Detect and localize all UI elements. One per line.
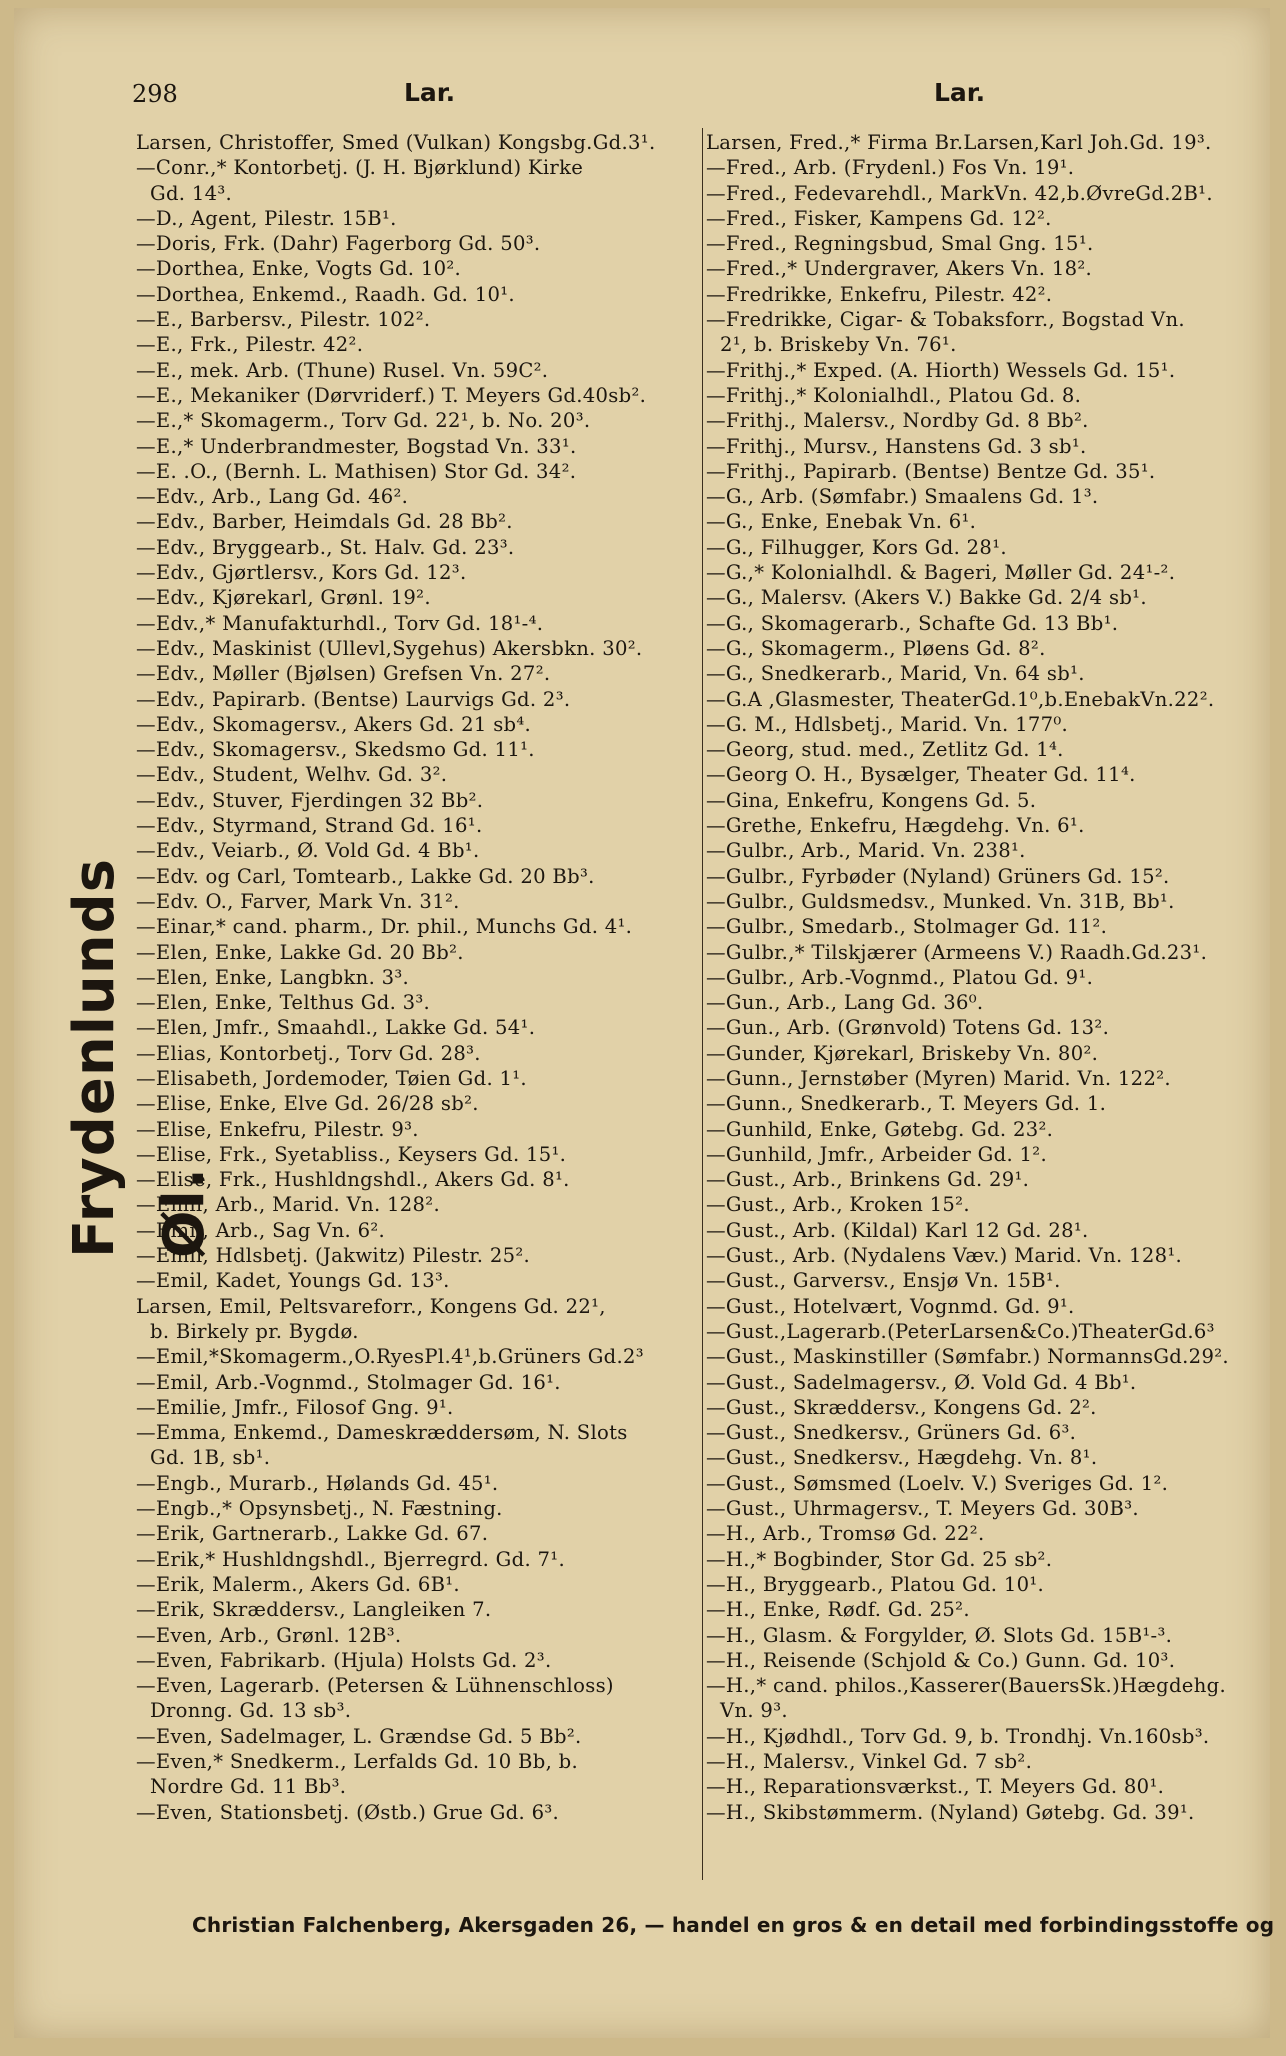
directory-entry: —Einar,* cand. pharm., Dr. phil., Munchs Gd. 4¹. — [136, 915, 633, 939]
directory-entry: —Georg, stud. med., Zetlitz Gd. 1⁴. — [706, 738, 1064, 762]
directory-entry: —Even, Lagerarb. (Petersen & Lühnenschloss) — [136, 1674, 614, 1698]
directory-entry: —Gust., Arb., Brinkens Gd. 29¹. — [706, 1168, 1030, 1192]
directory-entry: —Erik,* Hushldngshdl., Bjerregrd. Gd. 7¹. — [136, 1547, 565, 1571]
directory-entry: —G., Enke, Enebak Vn. 6¹. — [706, 510, 977, 534]
directory-entry: —Emilie, Jmfr., Filosof Gng. 9¹. — [136, 1395, 454, 1419]
directory-entry: —Emil, Arb., Marid. Vn. 128². — [136, 1193, 440, 1217]
directory-entry: —Elisabeth, Jordemoder, Tøien Gd. 1¹. — [136, 1066, 527, 1090]
directory-entry: —Grethe, Enkefru, Hægdehg. Vn. 6¹. — [706, 814, 1085, 838]
column-divider — [702, 128, 703, 1880]
directory-entry: —Gust., Uhrmagersv., T. Meyers Gd. 30B³. — [706, 1497, 1139, 1521]
directory-entry: —Gulbr., Arb.-Vognmd., Platou Gd. 9¹. — [706, 965, 1094, 989]
directory-entry: —Edv., Maskinist (Ullevl,Sygehus) Akersbkn. 30². — [136, 636, 643, 660]
directory-entry: —G. M., Hdlsbetj., Marid. Vn. 177⁰. — [706, 712, 1069, 736]
directory-entry: Gd. 1B, sb¹. — [150, 1446, 271, 1470]
directory-entry: —Gust., Garversv., Ensjø Vn. 15B¹. — [706, 1269, 1061, 1293]
directory-entry: —Emil, Arb.-Vognmd., Stolmager Gd. 16¹. — [136, 1370, 561, 1394]
directory-entry: —Elen, Jmfr., Smaahdl., Lakke Gd. 54¹. — [136, 1016, 536, 1040]
left-column — [136, 130, 702, 1825]
left-running-head: Lar. — [404, 78, 456, 107]
directory-entry: —Edv., Bryggearb., St. Halv. Gd. 23³. — [136, 535, 515, 559]
directory-entry: —Gulbr.,* Tilskjærer (Armeens V.) Raadh.Gd.23¹. — [706, 940, 1208, 964]
directory-entry: —Emil,*Skomagerm.,O.RyesPl.4¹,b.Grüners Gd.2³ — [136, 1345, 644, 1369]
page-header — [14, 76, 1270, 116]
directory-entry: —H.,* Bogbinder, Stor Gd. 25 sb². — [706, 1547, 1053, 1571]
directory-entry: —Elise, Enke, Elve Gd. 26/28 sb². — [136, 1092, 479, 1116]
directory-entry: —Gust., Sadelmagersv., Ø. Vold Gd. 4 Bb¹. — [706, 1370, 1137, 1394]
directory-entry: —G., Skomagerm., Pløens Gd. 8². — [706, 636, 1046, 660]
directory-entry: —Frithj.,* Exped. (A. Hiorth) Wessels Gd. 15¹. — [706, 358, 1176, 382]
directory-entry: —H., Reisende (Schjold & Co.) Gunn. Gd. 10³. — [706, 1648, 1176, 1672]
directory-entry: —Gunhild, Jmfr., Arbeider Gd. 1². — [706, 1142, 1047, 1166]
directory-entry: Larsen, Emil, Peltsvareforr., Kongens Gd. 22¹, — [136, 1294, 606, 1318]
right-column — [706, 130, 1266, 1825]
directory-entry: —Edv. O., Farver, Mark Vn. 31². — [136, 889, 460, 913]
directory-entry: —Fred., Fisker, Kampens Gd. 12². — [706, 206, 1052, 230]
directory-entry: —Dorthea, Enke, Vogts Gd. 10². — [136, 257, 462, 281]
directory-entry: —Edv., Styrmand, Strand Gd. 16¹. — [136, 814, 483, 838]
directory-entry: —Edv., Skomagersv., Akers Gd. 21 sb⁴. — [136, 712, 532, 736]
directory-entry: —E.,* Skomagerm., Torv Gd. 22¹, b. No. 20³. — [136, 409, 591, 433]
directory-entry: Gd. 14³. — [150, 181, 233, 205]
directory-entry: —H., Arb., Tromsø Gd. 22². — [706, 1522, 985, 1546]
directory-entry: —Gulbr., Smedarb., Stolmager Gd. 11². — [706, 915, 1108, 939]
directory-entry: —Emil, Arb., Sag Vn. 6². — [136, 1218, 386, 1242]
directory-entry: —E., Mekaniker (Dørvriderf.) T. Meyers Gd.40sb². — [136, 383, 647, 407]
directory-entry: —Gust., Hotelvært, Vognmd. Gd. 9¹. — [706, 1294, 1075, 1318]
directory-entry: —Doris, Frk. (Dahr) Fagerborg Gd. 50³. — [136, 232, 541, 256]
directory-entry: —Gust., Snedkersv., Hægdehg. Vn. 8¹. — [706, 1446, 1098, 1470]
directory-entry: —E., Barbersv., Pilestr. 102². — [136, 308, 431, 332]
directory-entry: —Fred.,* Undergraver, Akers Vn. 18². — [706, 257, 1093, 281]
directory-entry: —Gust., Maskinstiller (Sømfabr.) NormannsGd.29². — [706, 1345, 1229, 1369]
directory-page — [14, 8, 1275, 2038]
directory-entry: —Gina, Enkefru, Kongens Gd. 5. — [706, 788, 1037, 812]
directory-entry: —Frithj., Papirarb. (Bentse) Bentze Gd. 35¹. — [706, 459, 1156, 483]
directory-entry: —Edv., Skomagersv., Skedsmo Gd. 11¹. — [136, 738, 535, 762]
directory-entry: —E., mek. Arb. (Thune) Rusel. Vn. 59C². — [136, 358, 549, 382]
directory-entry: —Gust., Arb. (Nydalens Væv.) Marid. Vn. 128¹. — [706, 1244, 1183, 1268]
directory-entry: —Georg O. H., Bysælger, Theater Gd. 11⁴. — [706, 763, 1136, 787]
directory-entry: —Engb., Murarb., Hølands Gd. 45¹. — [136, 1471, 499, 1495]
directory-entry: 2¹, b. Briskeby Vn. 76¹. — [720, 333, 957, 357]
directory-entry: —G., Arb. (Sømfabr.) Smaalens Gd. 1³. — [706, 485, 1099, 509]
directory-entry: —Gust., Arb. (Kildal) Karl 12 Gd. 28¹. — [706, 1218, 1089, 1242]
directory-entry: Larsen, Christoffer, Smed (Vulkan) Kongsbg.Gd.3¹. — [136, 131, 656, 154]
directory-entry: —Fred., Arb. (Frydenl.) Fos Vn. 19¹. — [706, 156, 1075, 180]
side-advertisement: Frydenlunds Øl. — [62, 857, 217, 1258]
directory-entry: —Gunder, Kjørekarl, Briskeby Vn. 80². — [706, 1041, 1099, 1065]
directory-entry: —Gulbr., Guldsmedsv., Munked. Vn. 31B, Bb¹. — [706, 889, 1175, 913]
directory-entry: —H., Kjødhdl., Torv Gd. 9, b. Trondhj. Vn.160sb³. — [706, 1724, 1210, 1748]
directory-entry: —H., Skibstømmerm. (Nyland) Gøtebg. Gd. 39¹. — [706, 1800, 1195, 1824]
directory-entry: —E. .O., (Bernh. L. Mathisen) Stor Gd. 34². — [136, 459, 577, 483]
directory-entry: —Edv., Kjørekarl, Grønl. 19². — [136, 586, 431, 610]
directory-entry: —G., Snedkerarb., Marid, Vn. 64 sb¹. — [706, 662, 1085, 686]
directory-entry: —E., Frk., Pilestr. 42². — [136, 333, 364, 357]
directory-entry: Vn. 9³. — [720, 1699, 788, 1723]
directory-entry: Dronng. Gd. 13 sb³. — [150, 1699, 352, 1723]
directory-entry: —Edv., Papirarb. (Bentse) Laurvigs Gd. 2³. — [136, 687, 571, 711]
directory-entry: —Frithj.,* Kolonialhdl., Platou Gd. 8. — [706, 383, 1082, 407]
directory-entry: —Fred., Regningsbud, Smal Gng. 15¹. — [706, 232, 1094, 256]
directory-entry: —Edv., Arb., Lang Gd. 46². — [136, 485, 409, 509]
directory-entry: —Erik, Skræddersv., Langleiken 7. — [136, 1598, 492, 1622]
directory-entry: —Even, Arb., Grønl. 12B³. — [136, 1623, 402, 1647]
directory-entry: —Edv., Møller (Bjølsen) Grefsen Vn. 27². — [136, 662, 551, 686]
directory-entry: —Elias, Kontorbetj., Torv Gd. 28³. — [136, 1041, 481, 1065]
directory-entry: —Gun., Arb., Lang Gd. 36⁰. — [706, 991, 984, 1015]
directory-entry: b. Birkely pr. Bygdø. — [150, 1319, 359, 1343]
directory-entry: —Elen, Enke, Langbkn. 3³. — [136, 965, 410, 989]
directory-entry: —Erik, Gartnerarb., Lakke Gd. 67. — [136, 1522, 489, 1546]
directory-entry: —H., Enke, Rødf. Gd. 25². — [706, 1598, 970, 1622]
directory-entry: —Elise, Enkefru, Pilestr. 9³. — [136, 1117, 419, 1141]
directory-entry: —G.,* Kolonialhdl. & Bageri, Møller Gd. 24¹-². — [706, 561, 1176, 585]
directory-entry: —Edv., Gjørtlersv., Kors Gd. 12³. — [136, 561, 467, 585]
directory-entry: —Even, Fabrikarb. (Hjula) Holsts Gd. 2³. — [136, 1648, 552, 1672]
directory-entry: —Elise, Frk., Syetabliss., Keysers Gd. 15¹. — [136, 1142, 567, 1166]
directory-entry: —Gulbr., Arb., Marid. Vn. 238¹. — [706, 839, 1026, 863]
directory-entry: —Even, Stationsbetj. (Østb.) Grue Gd. 6³. — [136, 1800, 560, 1824]
footer-advertisement: Christian Falchenberg, Akersgaden 26, — handel en gros & en detail med forbindingsstoffe og — [192, 1913, 1275, 1937]
directory-entry: —Frithj., Malersv., Nordby Gd. 8 Bb². — [706, 409, 1089, 433]
page-number: 298 — [132, 80, 178, 108]
directory-entry: Larsen, Fred.,* Firma Br.Larsen,Karl Joh.Gd. 19³. — [706, 131, 1212, 154]
directory-entry: —Fredrikke, Enkefru, Pilestr. 42². — [706, 282, 1053, 306]
directory-entry: —Gunhild, Enke, Gøtebg. Gd. 23². — [706, 1117, 1054, 1141]
directory-entry: —Even, Sadelmager, L. Grændse Gd. 5 Bb². — [136, 1724, 582, 1748]
directory-entry: —G., Filhugger, Kors Gd. 28¹. — [706, 535, 1007, 559]
directory-entry: —Gunn., Jernstøber (Myren) Marid. Vn. 122². — [706, 1066, 1171, 1090]
directory-entry: —G.A ,Glasmester, TheaterGd.1⁰,b.EnebakVn.22². — [706, 687, 1215, 711]
directory-entry: Nordre Gd. 11 Bb³. — [150, 1775, 347, 1799]
directory-entry: —Edv., Veiarb., Ø. Vold Gd. 4 Bb¹. — [136, 839, 480, 863]
directory-entry: —G., Malersv. (Akers V.) Bakke Gd. 2/4 sb¹. — [706, 586, 1147, 610]
directory-entry: —Gun., Arb. (Grønvold) Totens Gd. 13². — [706, 1016, 1110, 1040]
directory-entry: —Elise, Frk., Hushldngshdl., Akers Gd. 8¹. — [136, 1168, 570, 1192]
directory-entry: —Gust., Snedkersv., Grüners Gd. 6³. — [706, 1421, 1077, 1445]
directory-entry: —Frithj., Mursv., Hanstens Gd. 3 sb¹. — [706, 434, 1087, 458]
directory-entry: —Gust.,Lagerarb.(PeterLarsen&Co.)TheaterGd.6³ — [706, 1319, 1215, 1343]
directory-entry: —Even,* Snedkerm., Lerfalds Gd. 10 Bb, b. — [136, 1750, 578, 1773]
directory-entry: —Fredrikke, Cigar- & Tobaksforr., Bogstad Vn. — [706, 308, 1185, 332]
directory-entry: —Edv.,* Manufakturhdl., Torv Gd. 18¹-⁴. — [136, 611, 544, 635]
directory-entry: —H., Reparationsværkst., T. Meyers Gd. 80¹. — [706, 1775, 1165, 1799]
directory-entry: —D., Agent, Pilestr. 15B¹. — [136, 206, 397, 230]
directory-entry: —Gust., Sømsmed (Loelv. V.) Sveriges Gd. 1². — [706, 1471, 1169, 1495]
directory-entry: —Gunn., Snedkerarb., T. Meyers Gd. 1. — [706, 1092, 1107, 1116]
directory-entry: —G., Skomagerarb., Schafte Gd. 13 Bb¹. — [706, 611, 1119, 635]
directory-entry: —Dorthea, Enkemd., Raadh. Gd. 10¹. — [136, 282, 515, 306]
directory-entry: —Emma, Enkemd., Dameskræddersøm, N. Slots — [136, 1421, 628, 1445]
directory-entry: —Emil, Kadet, Youngs Gd. 13³. — [136, 1269, 450, 1293]
directory-entry: —Edv. og Carl, Tomtearb., Lakke Gd. 20 Bb³. — [136, 864, 595, 888]
directory-entry: —Elen, Enke, Lakke Gd. 20 Bb². — [136, 940, 464, 964]
directory-entry: —E.,* Underbrandmester, Bogstad Vn. 33¹. — [136, 434, 577, 458]
directory-entry: —H., Glasm. & Forgylder, Ø. Slots Gd. 15B¹-³. — [706, 1623, 1173, 1647]
directory-entry: —Edv., Barber, Heimdals Gd. 28 Bb². — [136, 510, 513, 534]
directory-entry: —Conr.,* Kontorbetj. (J. H. Bjørklund) Kirke — [136, 156, 584, 180]
right-running-head: Lar. — [934, 78, 986, 107]
directory-entry: —Fred., Fedevarehdl., MarkVn. 42,b.ØvreGd.2B¹. — [706, 181, 1213, 205]
directory-entry: —H., Malersv., Vinkel Gd. 7 sb². — [706, 1750, 1033, 1773]
directory-entry: —Edv., Stuver, Fjerdingen 32 Bb². — [136, 788, 484, 812]
directory-entry: —Elen, Enke, Telthus Gd. 3³. — [136, 991, 431, 1015]
directory-entry: —Edv., Student, Welhv. Gd. 3². — [136, 763, 448, 787]
directory-entry: —H.,* cand. philos.,Kasserer(BauersSk.)Hægdehg. — [706, 1674, 1226, 1698]
directory-entry: —Engb.,* Opsynsbetj., N. Fæstning. — [136, 1497, 503, 1521]
directory-entry: —H., Bryggearb., Platou Gd. 10¹. — [706, 1572, 1045, 1596]
directory-entry: —Erik, Malerm., Akers Gd. 6B¹. — [136, 1572, 460, 1596]
directory-entry: —Gust., Skræddersv., Kongens Gd. 2². — [706, 1395, 1097, 1419]
directory-entry: —Emil, Hdlsbetj. (Jakwitz) Pilestr. 25². — [136, 1244, 531, 1268]
directory-entry: —Gulbr., Fyrbøder (Nyland) Grüners Gd. 15². — [706, 864, 1170, 888]
directory-entry: —Gust., Arb., Kroken 15². — [706, 1193, 970, 1217]
